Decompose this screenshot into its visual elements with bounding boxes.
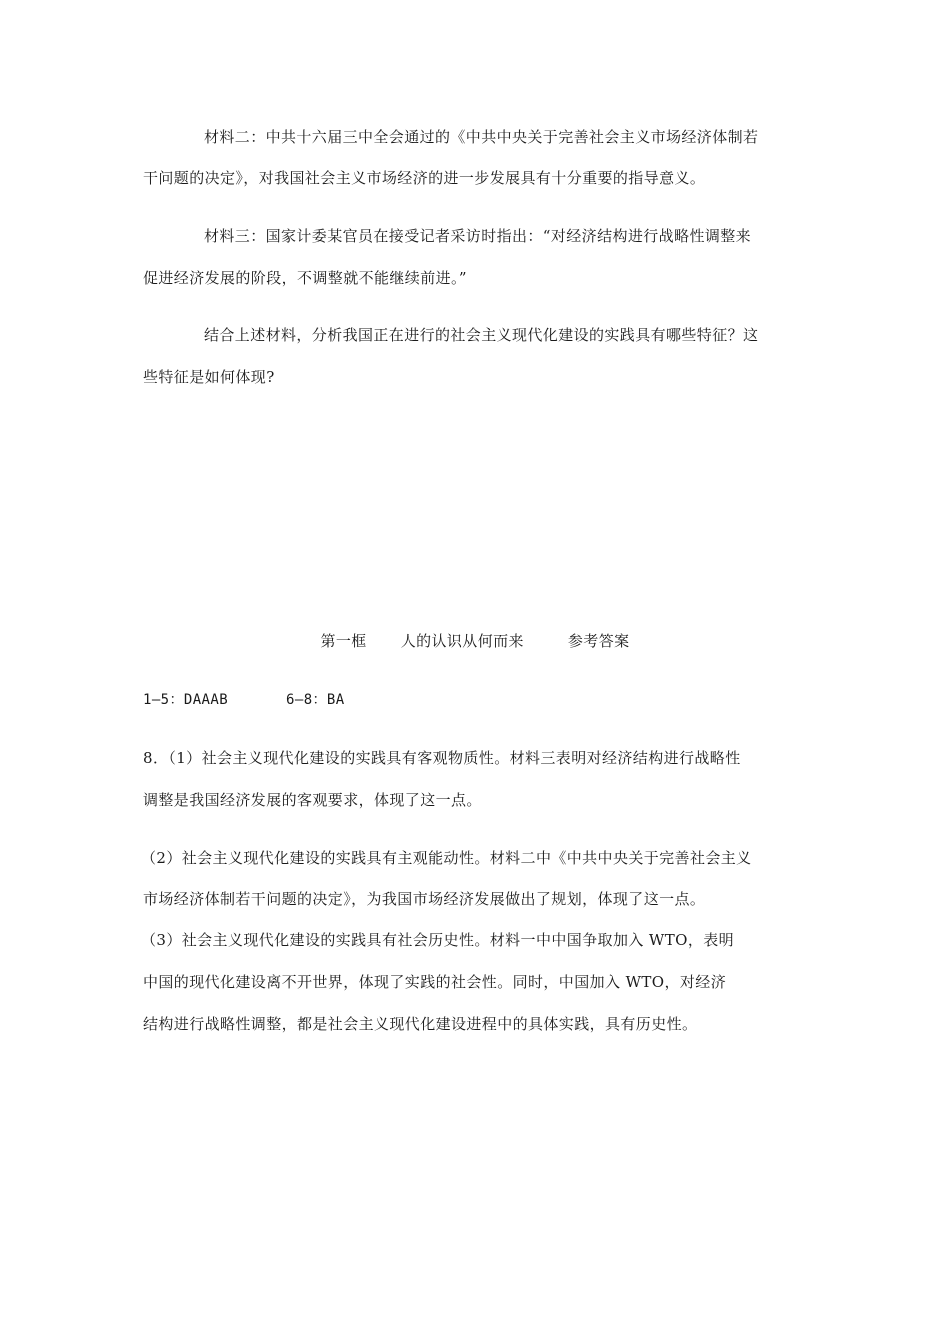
material2-line2: 干问题的决定》，对我国社会主义市场经济的进一步发展具有十分重要的指导意义。 — [143, 169, 706, 187]
material2-line1: 材料二：中共十六届三中全会通过的《中共中央关于完善社会主义市场经济体制若 — [204, 128, 759, 146]
choice-answers — [143, 690, 345, 710]
heading-part3: 参考答案 — [567, 632, 630, 650]
answer-heading — [0, 631, 950, 651]
question-line2: 些特征是如何体现? — [143, 368, 275, 386]
answer8-p1-line1: 8．（1）社会主义现代化建设的实践具有客观物质性。材料三表明对经济结构进行战略性 — [143, 749, 741, 767]
heading-part1: 第一框 — [320, 632, 367, 650]
answer8-p2-line1: （2）社会主义现代化建设的实践具有主观能动性。材料二中《中共中央关于完善社会主义 — [141, 849, 752, 867]
answer8-p3-line2: 中国的现代化建设离不开世界，体现了实践的社会性。同时，中国加入 WTO，对经济 — [143, 973, 727, 991]
heading-part2: 人的认识从何而来 — [400, 632, 524, 650]
choice-answers-6-8: 6—8：BA — [286, 692, 345, 708]
answer8-p3-line3: 结构进行战略性调整，都是社会主义现代化建设进程中的具体实践，具有历史性。 — [143, 1015, 698, 1033]
material3-line2: 促进经济发展的阶段，不调整就不能继续前进。” — [143, 269, 467, 287]
answer8-p1-line2: 调整是我国经济发展的客观要求，体现了这一点。 — [143, 791, 482, 809]
answer8-p3-line1: （3）社会主义现代化建设的实践具有社会历史性。材料一中中国争取加入 WTO，表明 — [141, 931, 735, 949]
material3-line1: 材料三：国家计委某官员在接受记者采访时指出：“对经济结构进行战略性调整来 — [204, 227, 752, 245]
choice-answers-1-5: 1—5：DAAAB — [143, 692, 229, 708]
answer8-p2-line2: 市场经济体制若干问题的决定》，为我国市场经济发展做出了规划，体现了这一点。 — [143, 890, 706, 908]
question-line1: 结合上述材料，分析我国正在进行的社会主义现代化建设的实践具有哪些特征？这 — [204, 326, 759, 344]
